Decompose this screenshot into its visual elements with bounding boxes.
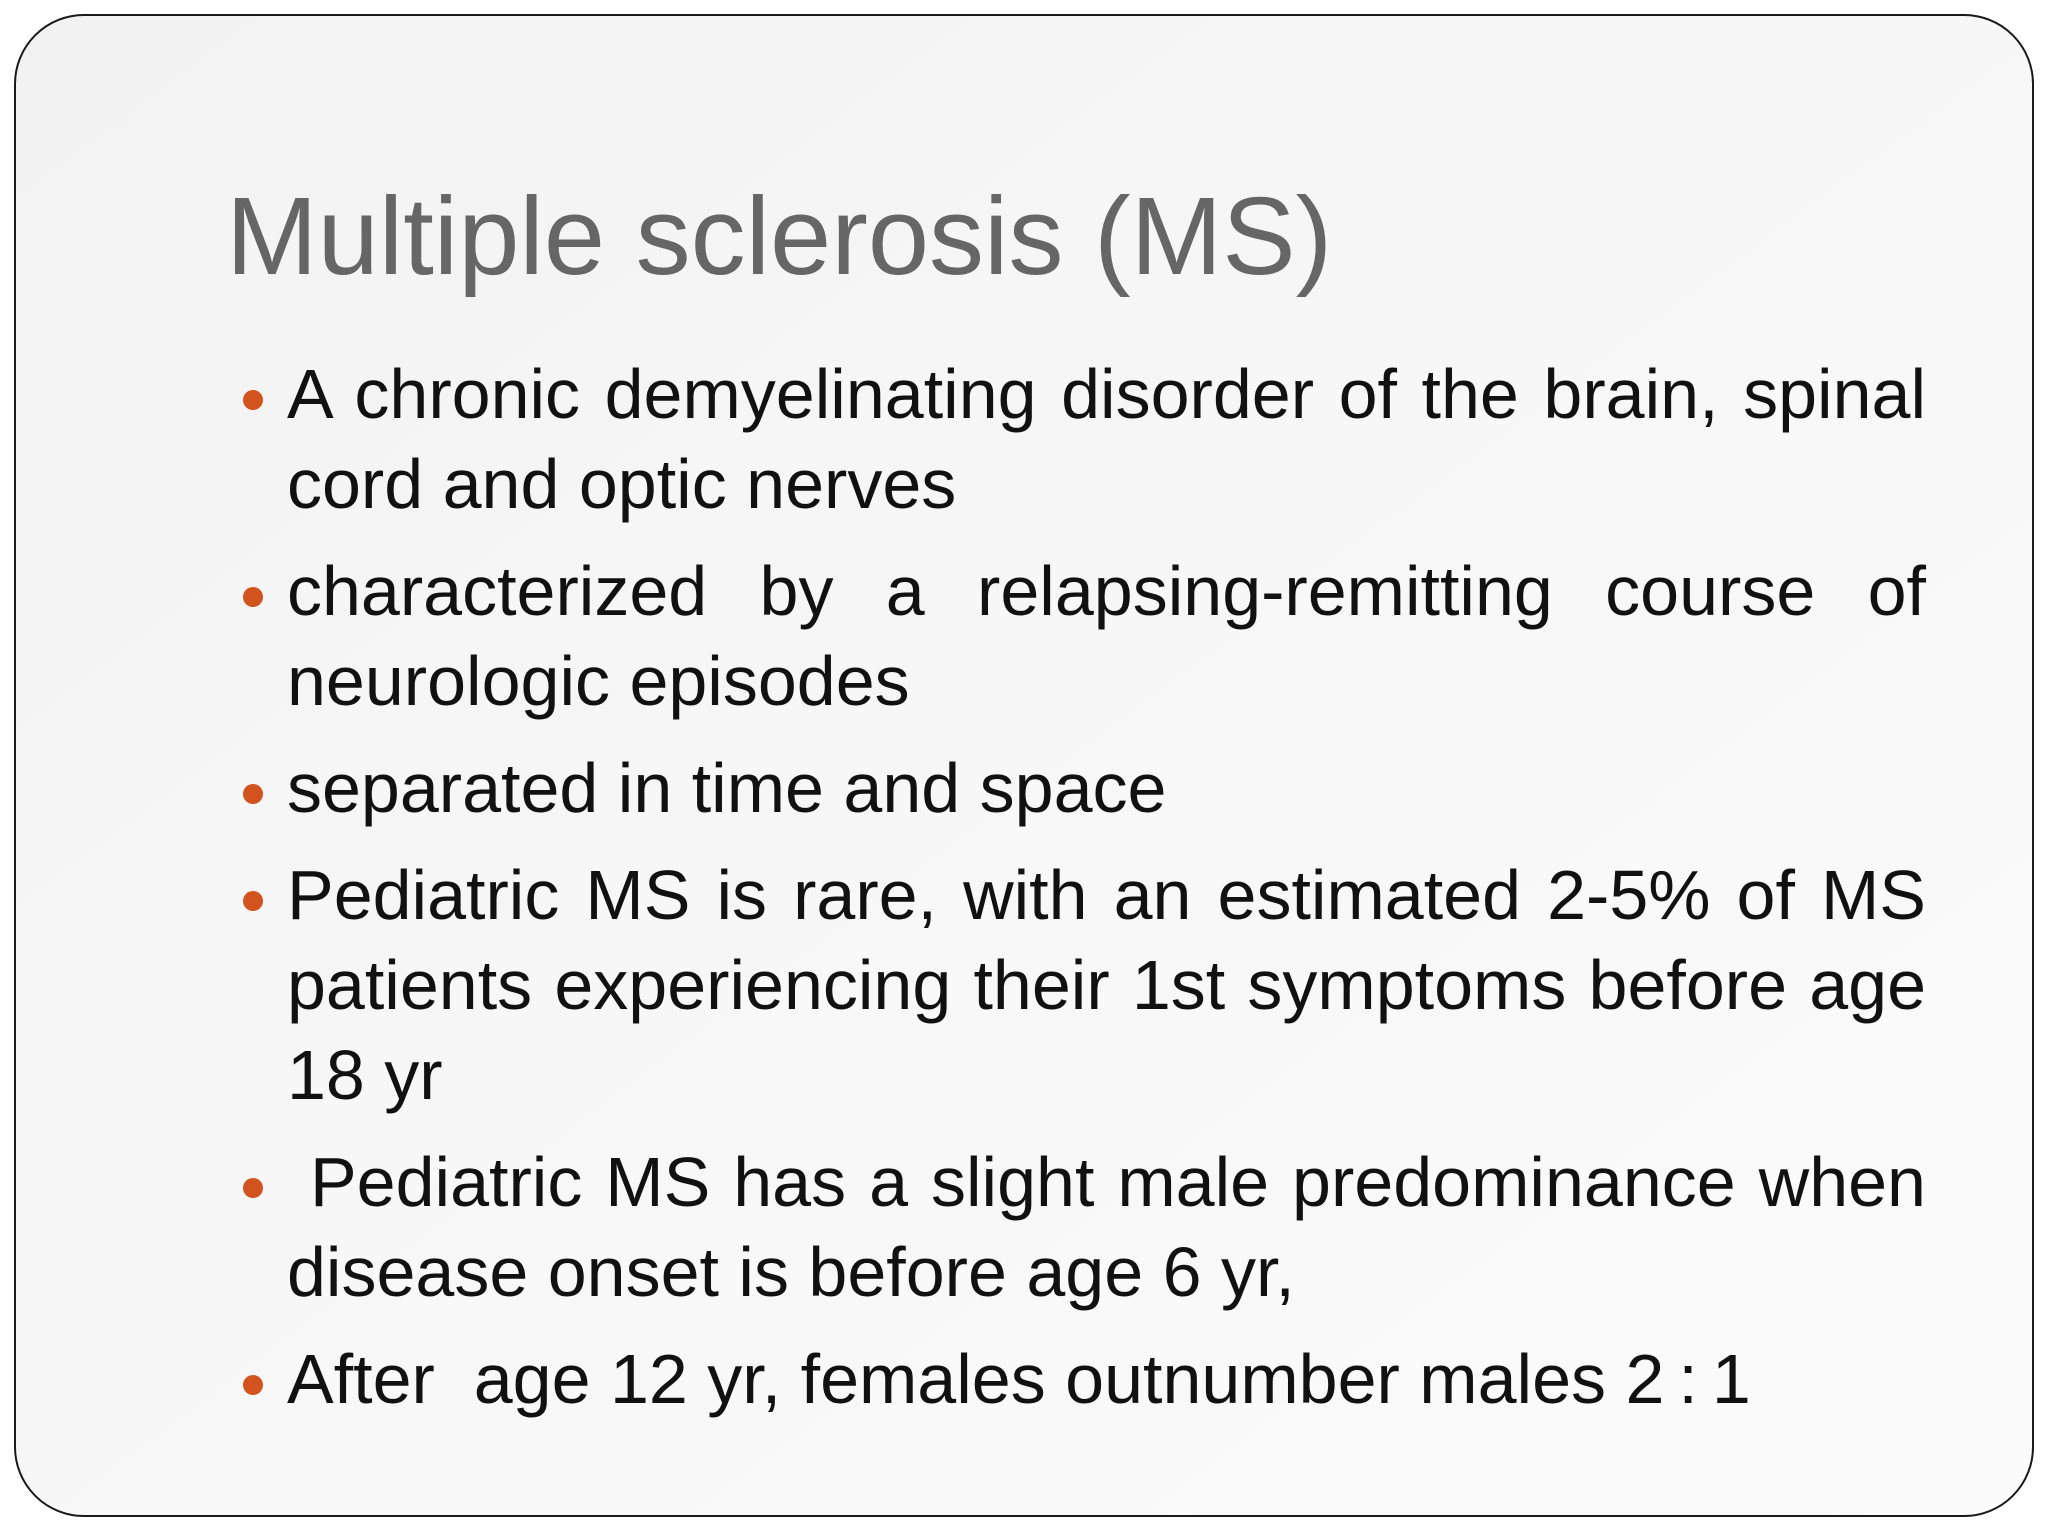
bullet-text: characterized by a relapsing-remitting course of neurologic episodes	[287, 552, 1926, 720]
bullet-dot-icon	[243, 587, 263, 607]
bullet-text: A chronic demyelinating disorder of the brain, spinal cord and optic nerves	[287, 355, 1926, 523]
bullet-item	[226, 743, 1926, 833]
bullet-text: After age 12 yr, females outnumber males 2 : 1	[287, 1340, 1751, 1418]
bullet-item	[226, 850, 1926, 1120]
bullet-dot-icon	[243, 1178, 263, 1198]
bullet-text: Pediatric MS is rare, with an estimated 2-5% of MS patients experiencing their 1st symptoms before age 18 yr	[287, 856, 1926, 1114]
bullet-item	[226, 349, 1926, 529]
bullet-text: separated in time and space	[287, 749, 1167, 827]
slide	[14, 14, 2034, 1517]
bullet-dot-icon	[243, 891, 263, 911]
bullet-list	[226, 349, 1926, 1441]
bullet-item	[226, 1334, 1926, 1424]
bullet-text: Pediatric MS has a slight male predominance when disease onset is before age 6 yr,	[287, 1143, 1926, 1311]
bullet-dot-icon	[243, 784, 263, 804]
slide-title: Multiple sclerosis (MS)	[226, 175, 1333, 298]
bullet-dot-icon	[243, 390, 263, 410]
bullet-item	[226, 546, 1926, 726]
bullet-item	[226, 1137, 1926, 1317]
bullet-dot-icon	[243, 1375, 263, 1395]
